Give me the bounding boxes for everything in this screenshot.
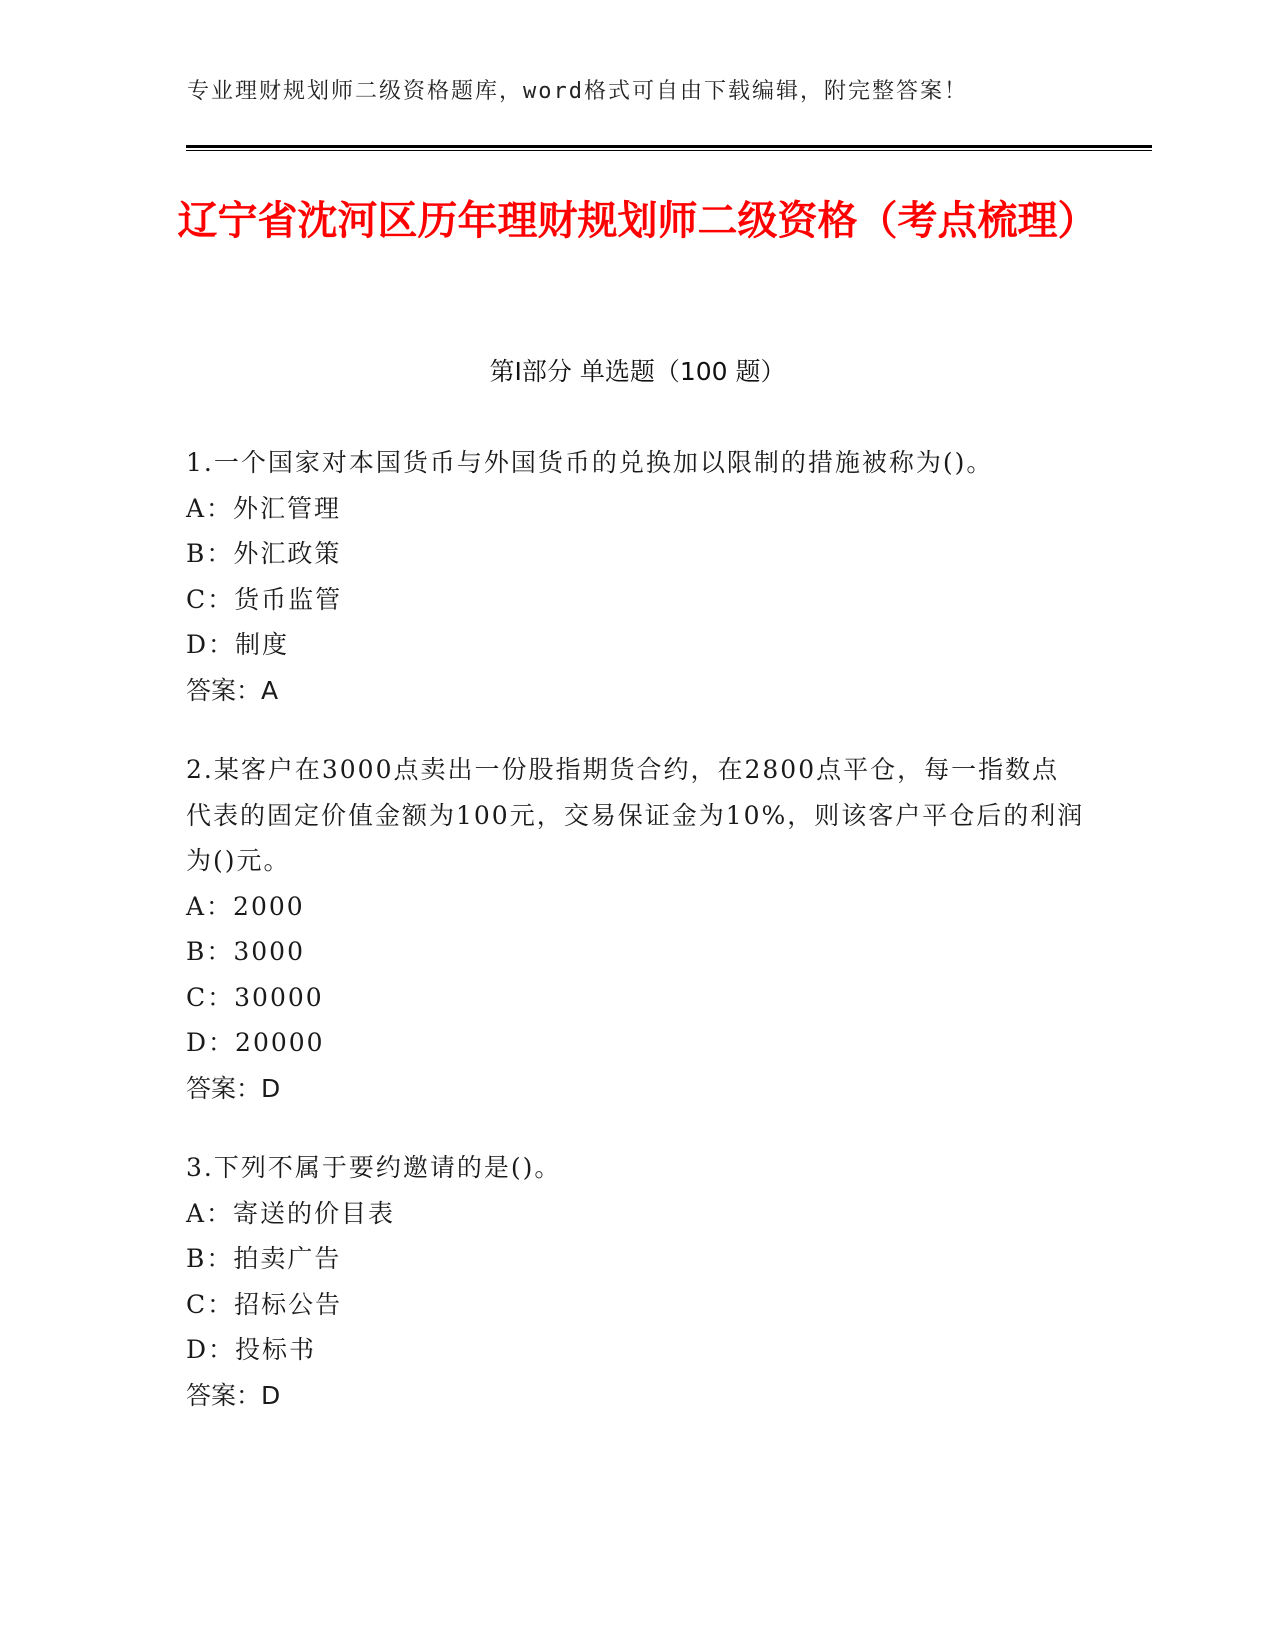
option-a: A：2000 [186, 891, 305, 921]
question-stem: 2.某客户在3000点卖出一份股指期货合约，在2800点平仓，每一指数点代表的固定价值金额为100元，交易保证金为10%，则该客户平仓后的利润为()元。 [186, 755, 1085, 875]
header-note: 专业理财规划师二级资格题库，word格式可自由下载编辑，附完整答案！ [187, 79, 968, 104]
header-divider-thin [186, 150, 1152, 151]
question-2 [186, 747, 1086, 1111]
option-d: D：20000 [186, 1028, 325, 1057]
option-c: C：货币监管 [186, 584, 343, 614]
question-stem: 1.一个国家对本国货币与外国货币的兑换加以限制的措施被称为()。 [186, 448, 994, 477]
document-title: 辽宁省沈河区历年理财规划师二级资格（考点梳理） [177, 198, 1098, 244]
answer: 答案：D [186, 1380, 281, 1410]
option-b: B：拍卖广告 [186, 1244, 342, 1273]
option-c: C：30000 [186, 982, 324, 1012]
answer: 答案：A [186, 675, 279, 705]
option-b: B：3000 [186, 937, 305, 966]
option-b: B：外汇政策 [186, 539, 342, 568]
option-a: A：寄送的价目表 [186, 1198, 396, 1228]
answer: 答案：D [186, 1073, 281, 1103]
question-stem: 3.下列不属于要约邀请的是()。 [186, 1153, 562, 1182]
option-d: D：制度 [186, 630, 290, 659]
option-a: A：外汇管理 [186, 493, 342, 523]
option-d: D：投标书 [186, 1335, 317, 1364]
header-divider [186, 145, 1152, 148]
question-3 [186, 1145, 1086, 1418]
question-1 [186, 440, 1086, 713]
question-list [186, 440, 1086, 1452]
option-c: C：招标公告 [186, 1289, 343, 1319]
section-heading: 第Ⅰ部分 单选题（100 题） [489, 357, 786, 386]
